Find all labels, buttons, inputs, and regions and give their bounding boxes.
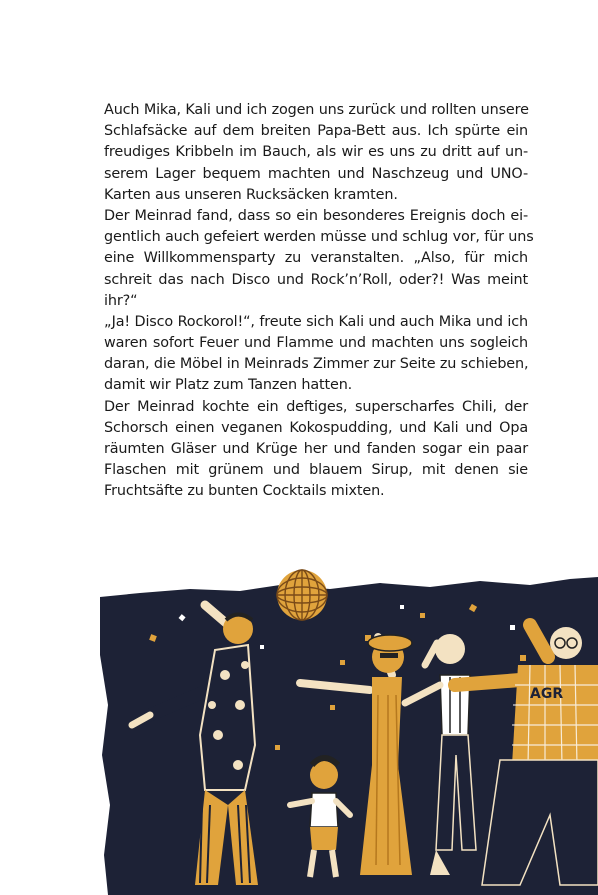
text-line: damit wir Platz zum Tanzen hatten. bbox=[104, 377, 353, 394]
text-line: Schlafsäcke auf dem breiten Papa-Bett aus. Ich spürte ein bbox=[104, 123, 528, 140]
text-line: Schorsch einen veganen Kokospudding, und Kali und Opa bbox=[104, 419, 528, 436]
shirt-lettering: AGR bbox=[530, 686, 564, 702]
disco-party-illustration bbox=[0, 565, 598, 895]
text-line: eine Willkommensparty zu veranstalten. „Also, für mich bbox=[104, 250, 528, 267]
text-line: Der Meinrad kochte ein deftiges, superscharfes Chili, der bbox=[104, 398, 528, 415]
text-line: räumten Gläser und Krüge her und fanden sogar ein paar bbox=[104, 441, 528, 457]
text-line: Der Meinrad fand, dass so ein besonderes Ereignis doch ei- bbox=[104, 207, 528, 224]
text-line: daran, die Möbel in Meinrads Zimmer zur Seite zu schieben, bbox=[104, 356, 529, 373]
text-line: „Ja! Disco Rockorol!“, freute sich Kali und auch Mika und ich bbox=[104, 313, 528, 330]
text-line: Flaschen mit grünem und blauem Sirup, mit denen sie bbox=[104, 462, 528, 479]
text-line: ihr?“ bbox=[104, 292, 138, 309]
text-line: waren sofort Feuer und Flamme und machten uns sogleich bbox=[104, 335, 528, 352]
text-line: schreit das nach Disco und Rock’n’Roll, oder?! Was meint bbox=[104, 271, 528, 288]
text-line: freudiges Kribbeln im Bauch, als wir es uns zu dritt auf un- bbox=[104, 144, 528, 161]
text-line: Karten aus unseren Rucksäcken kramten. bbox=[104, 186, 398, 203]
disco-ball bbox=[277, 570, 327, 620]
text-line: Auch Mika, Kali und ich zogen uns zurück und rollten unsere bbox=[104, 102, 529, 118]
story-text bbox=[104, 100, 534, 503]
text-line: gentlich auch gefeiert werden müsse und schlug vor, für uns bbox=[104, 229, 534, 246]
text-line: serem Lager bequem machten und Naschzeug und UNO- bbox=[104, 165, 528, 182]
text-line: Fruchtsäfte zu bunten Cocktails mixten. bbox=[104, 483, 385, 500]
